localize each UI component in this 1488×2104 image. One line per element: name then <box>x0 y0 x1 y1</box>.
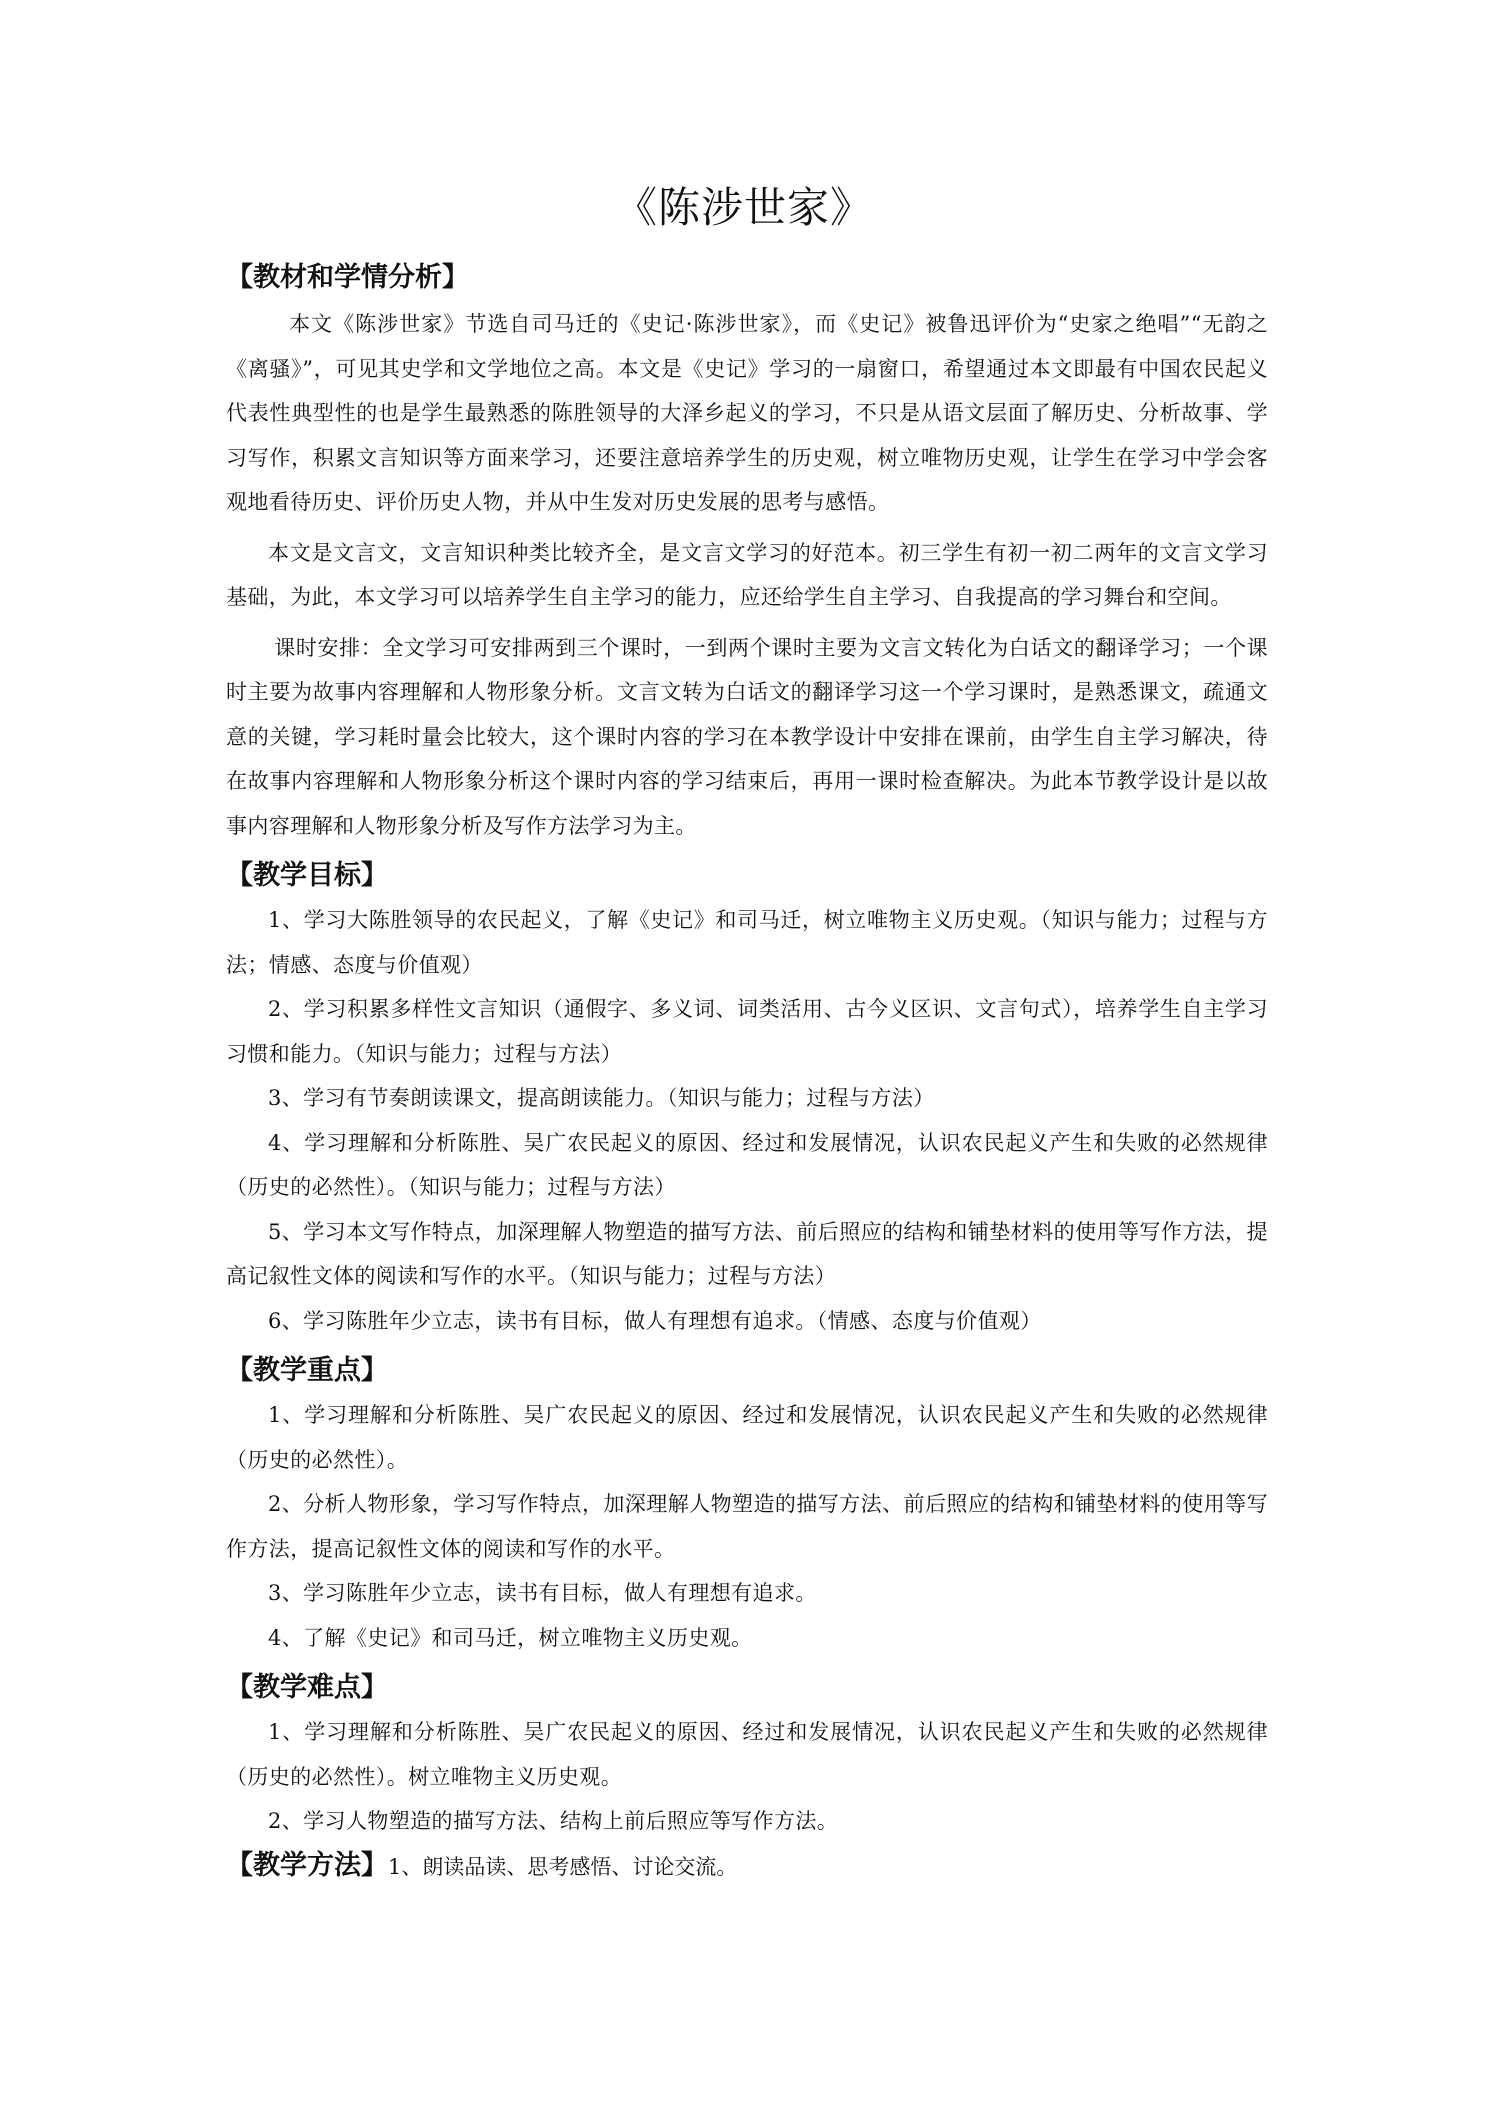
difficulty-item-1: 1、学习理解和分析陈胜、吴广农民起义的原因、经过和发展情况，认识农民起义产生和失败的必然规律（历史的必然性）。树立唯物主义历史观。 <box>226 1720 1268 1789</box>
key-point-item-1: 1、学习理解和分析陈胜、吴广农民起义的原因、经过和发展情况，认识农民起义产生和失败的必然规律（历史的必然性）。 <box>226 1403 1268 1472</box>
goal-item-4: 4、学习理解和分析陈胜、吴广农民起义的原因、经过和发展情况，认识农民起义产生和失败的必然规律（历史的必然性）。（知识与能力；过程与方法） <box>226 1130 1268 1199</box>
methods-line <box>226 1844 1268 1889</box>
goal-item-1: 1、学习大陈胜领导的农民起义，了解《史记》和司马迁，树立唯物主义历史观。（知识与能力；过程与方法；情感、态度与价值观） <box>226 908 1268 977</box>
section-heading-key-points: 【教学重点】 <box>226 1355 388 1386</box>
key-point-item-4: 4、了解《史记》和司马迁，树立唯物主义历史观。 <box>268 1625 753 1650</box>
analysis-paragraph-2: 本文是文言文，文言知识种类比较齐全，是文言文学习的好范本。初三学生有初一初二两年的文言文学习基础，为此，本文学习可以培养学生自主学习的能力，应还给学生自主学习、自我提高的学习舞台和空间。 <box>226 540 1268 609</box>
goal-item-5: 5、学习本文写作特点，加深理解人物塑造的描写方法、前后照应的结构和铺垫材料的使用等写作方法，提高记叙性文体的阅读和写作的水平。（知识与能力；过程与方法） <box>226 1219 1268 1288</box>
difficulty-item-2: 2、学习人物塑造的描写方法、结构上前后照应等写作方法。 <box>268 1809 839 1833</box>
goal-item-3: 3、学习有节奏朗读课文，提高朗读能力。（知识与能力；过程与方法） <box>268 1086 935 1110</box>
document-body <box>226 256 1268 1889</box>
analysis-paragraph-3: 课时安排：全文学习可安排两到三个课时，一到两个课时主要为文言文转化为白话文的翻译学习；一个课时主要为故事内容理解和人物形象分析。文言文转为白话文的翻译学习这一个学习课时，是熟悉课文，疏通文意的关键，学习耗时量会比较大，这个课时内容的学习在本教学设计中安排在课前，由学生自主学习解决，待在故事内容理解和人物形象分析这个课时内容的学习结束后，再用一课时检查解决。为此本节教学设计是以故事内容理解和人物形象分析及写作方法学习为主。 <box>226 635 1268 838</box>
goal-item-6: 6、学习陈胜年少立志，读书有目标，做人有理想有追求。（情感、态度与价值观） <box>268 1308 1042 1333</box>
goal-item-2: 2、学习积累多样性文言知识（通假字、多义词、词类活用、古今义区识、文言句式），培养学生自主学习习惯和能力。（知识与能力；过程与方法） <box>226 997 1268 1066</box>
document-title: 《陈涉世家》 <box>614 183 873 232</box>
section-heading-difficulties: 【教学难点】 <box>226 1672 388 1703</box>
key-point-item-3: 3、学习陈胜年少立志，读书有目标，做人有理想有追求。 <box>268 1581 817 1605</box>
section-heading-methods: 【教学方法】 <box>226 1849 388 1881</box>
section-heading-goals: 【教学目标】 <box>226 860 388 891</box>
analysis-paragraph-1: 本文《陈涉世家》节选自司马迁的《史记·陈涉世家》，而《史记》被鲁迅评价为“史家之绝唱”“无韵之《离骚》”，可见其史学和文学地位之高。本文是《史记》学习的一扇窗口，希望通过本文即最有中国农民起义代表性典型性的也是学生最熟悉的陈胜领导的大泽乡起义的学习，不只是从语文层面了解历史、分析故事、学习写作，积累文言知识等方面来学习，还要注意培养学生的历史观，树立唯物历史观，让学生在学习中学会客观地看待历史、评价历史人物，并从中生发对历史发展的思考与感悟。 <box>226 312 1268 514</box>
methods-text: 1、朗读品读、思考感悟、讨论交流。 <box>388 1854 738 1879</box>
section-heading-analysis: 【教材和学情分析】 <box>226 262 469 293</box>
key-point-item-2: 2、分析人物形象，学习写作特点，加深理解人物塑造的描写方法、前后照应的结构和铺垫材料的使用等写作方法，提高记叙性文体的阅读和写作的水平。 <box>226 1492 1268 1561</box>
